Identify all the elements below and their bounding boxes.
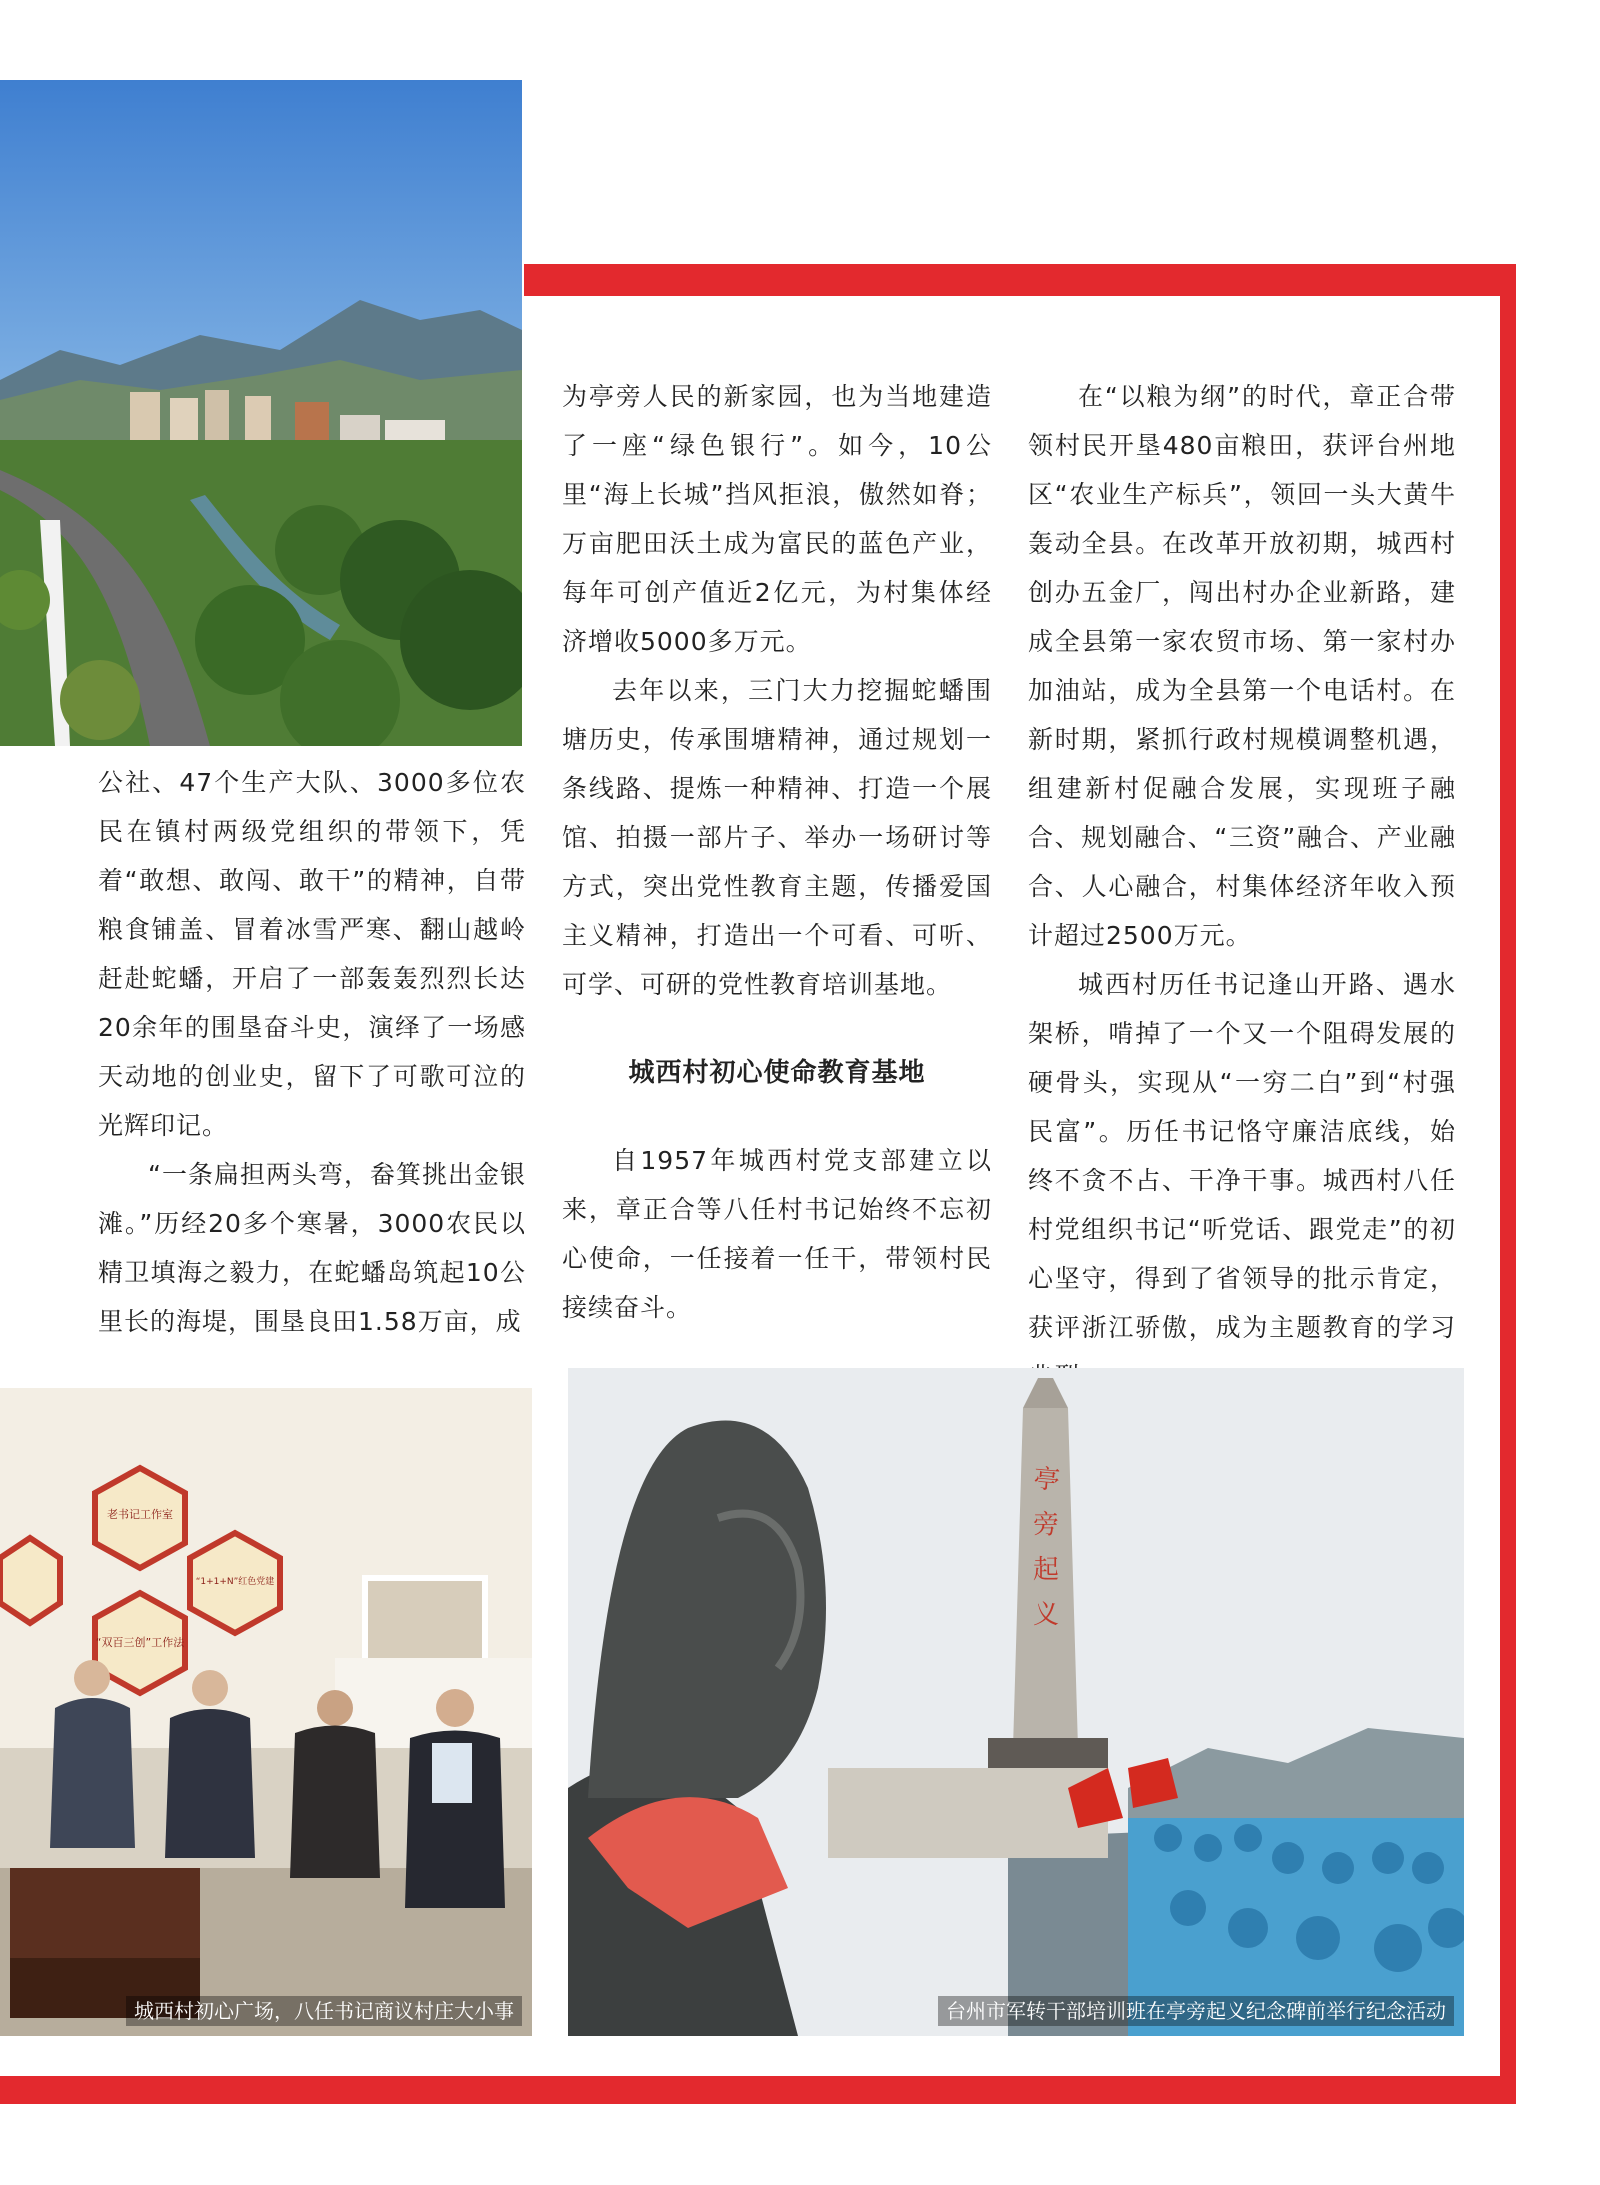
svg-text:义: 义 <box>1032 1600 1060 1630</box>
col2-paragraph-1: 为亭旁人民的新家园，也为当地建造了一座“绿色银行”。如今，10公里“海上长城”挡风拒浪，傲然如脊；万亩肥田沃土成为富民的蓝色产业，每年可创产值近2亿元，为村集体经济增收5000多万元。 <box>562 382 992 656</box>
col3-paragraph-2: 城西村历任书记逢山开路、遇水架桥，啃掉了一个又一个阻碍发展的硬骨头，实现从“一穷二白”到“村强民富”。历任书记恪守廉洁底线，始终不贪不占、干净干事。城西村八任村党组织书记“听党话、跟党走”的初心坚守，得到了省领导的批示肯定，获评浙江骄傲，成为主题教育的学习 <box>1028 970 1456 1342</box>
section-heading: 城西村初心使命教育基地 <box>628 1058 926 1088</box>
col2-paragraph-3: 自1957年城西村党支部建立以来，章正合等八任村书记始终不忘初心使命，一任接着一任干，带领村民接续奋斗。 <box>562 1146 992 1322</box>
column-1 <box>98 758 526 1346</box>
col1-paragraph-2: “一条扁担两头弯，畚箕挑出金银滩。”历经20多个寒暑，3000农民以精卫填海之毅力，在蛇蟠岛筑起10公里长的海堤，围垦良田1.58万亩，成 <box>98 1160 526 1336</box>
aerial-town-photo <box>0 80 522 746</box>
red-frame-top <box>524 264 1516 296</box>
board-label-1: 老书记工作室 <box>107 1508 173 1521</box>
meeting-photo <box>0 1388 532 2036</box>
monument-photo <box>568 1368 1464 2036</box>
red-frame-right <box>1500 264 1516 2104</box>
board-label-2: “双百三创”工作法 <box>95 1636 185 1649</box>
red-frame-bottom <box>0 2076 1516 2104</box>
col1-paragraph-1: 公社、47个生产大队、3000多位农民在镇村两级党组织的带领下，凭着“敢想、敢闯、敢干”的精神，自带粮食铺盖、冒着冰雪严寒、翻山越岭赶赴蛇蟠，开启了一部轰轰烈烈长达20余年的围垦奋斗史，演绎了一场感天动地的创业史，留下了可歌可泣的光辉印记。 <box>98 768 526 1140</box>
column-3 <box>1028 372 1456 1401</box>
svg-text:起: 起 <box>1032 1555 1060 1585</box>
column-2 <box>562 372 992 1332</box>
svg-text:亭: 亭 <box>1032 1463 1061 1497</box>
monument-photo-caption: 台州市军转干部培训班在亭旁起义纪念碑前举行纪念活动 <box>938 1996 1454 2026</box>
svg-text:旁: 旁 <box>1032 1510 1060 1540</box>
col3-paragraph-1: 在“以粮为纲”的时代，章正合带领村民开垦480亩粮田，获评台州地区“农业生产标兵”，领回一头大黄牛轰动全县。在改革开放初期，城西村创办五金厂，闯出村办企业新路，建成全县第一家农贸市场、第一家村办加油站，成为全县第一个电话村。在新时期，紧抓行政村规模调整机遇，组建新村促融合发展，实现班子融合、规划融合、“三资”融合、产业融合、人心融合，村集体经济年收入预计超过2500万元。 <box>1028 382 1456 950</box>
meeting-photo-caption: 城西村初心广场，八任书记商议村庄大小事 <box>126 1996 522 2026</box>
board-label-3: “1+1+N”红色党建 <box>195 1577 275 1587</box>
col2-paragraph-2: 去年以来，三门大力挖掘蛇蟠围塘历史，传承围塘精神，通过规划一条线路、提炼一种精神、打造一个展馆、拍摄一部片子、举办一场研讨等方式，突出党性教育主题，传播爱国主义精神，打造出一个可看、可听、可学、可研的党性教育培训基地。 <box>562 676 992 999</box>
